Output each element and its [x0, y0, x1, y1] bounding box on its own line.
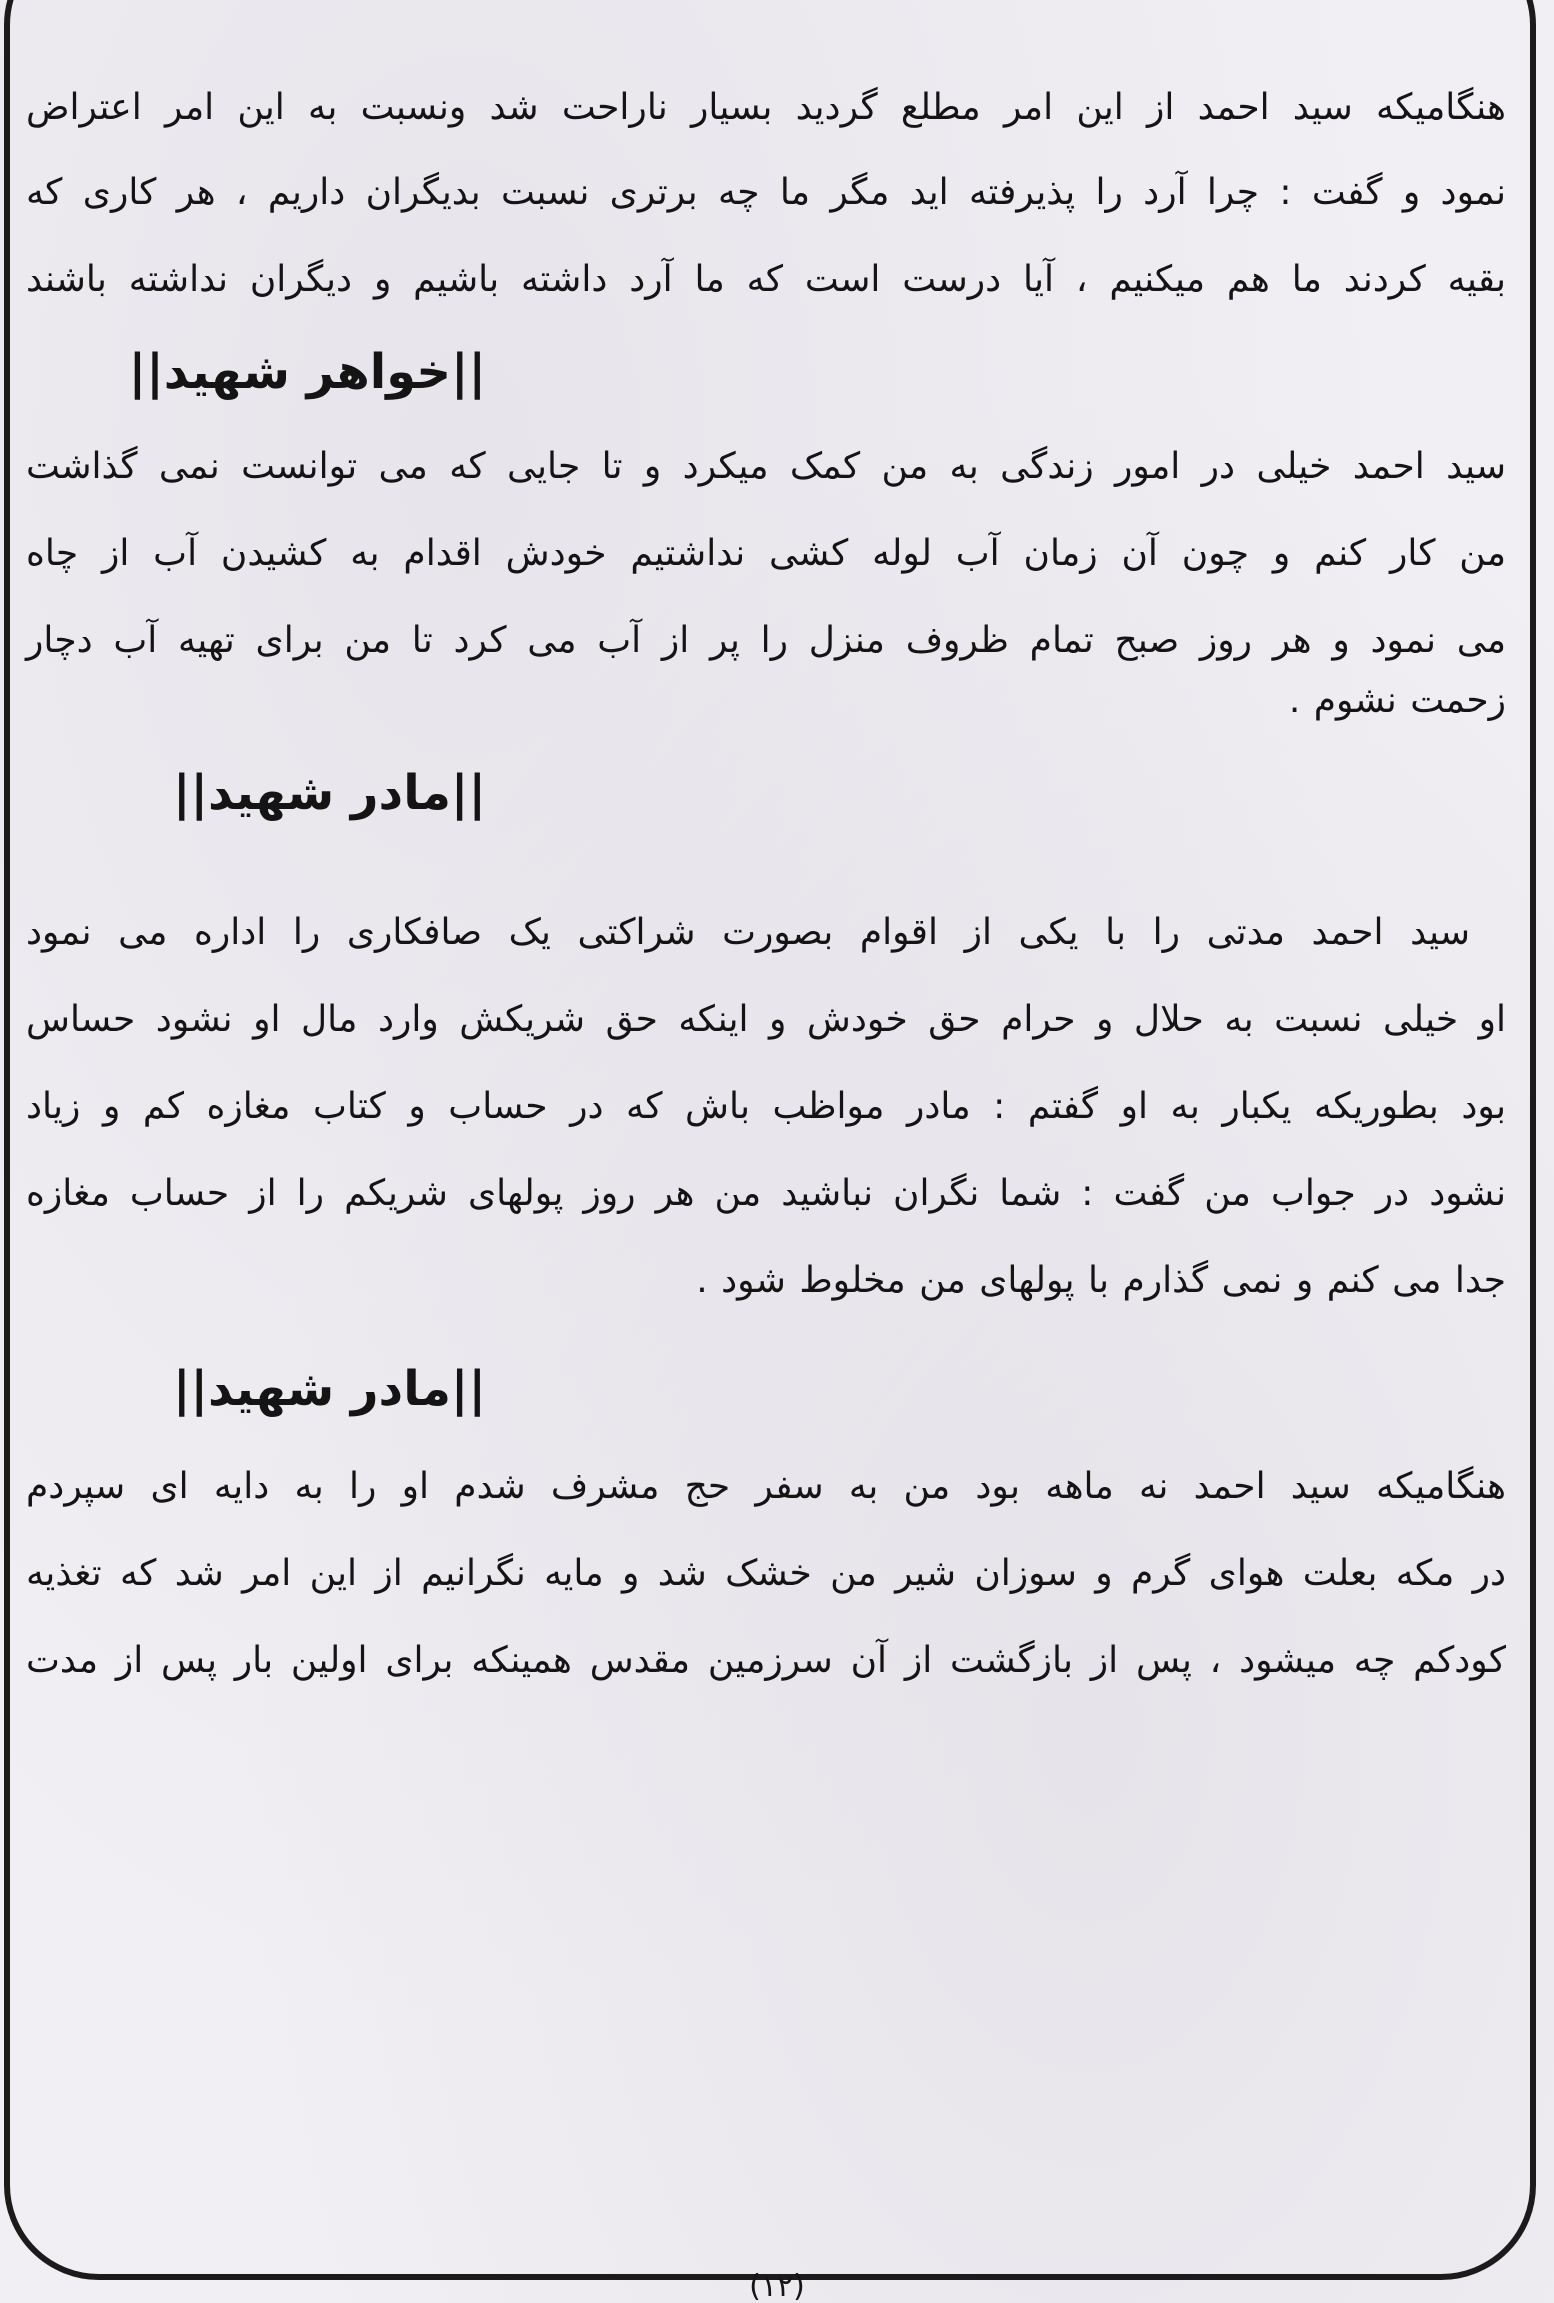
text-line: نمود و گفت : چرا آرد را پذیرفته اید مگر ما چه برتری نسبت بدیگران داریم ، هر کاری که [26, 172, 1506, 213]
text-line: سید احمد خیلی در امور زندگی به من کمک میکرد و تا جایی که می توانست نمی گذاشت [26, 446, 1506, 487]
page-number: (۱۲) [749, 2269, 805, 2303]
section-heading-mother-2: ||مادر شهید|| [172, 1361, 486, 1417]
text-line: او خیلی نسبت به حلال و حرام حق خودش و اینکه حق شریکش وارد مال او نشود حساس [26, 999, 1506, 1040]
section-heading-mother-1: ||مادر شهید|| [172, 765, 486, 821]
text-line: من کار کنم و چون آن زمان آب لوله کشی نداشتیم خودش اقدام به کشیدن آب از چاه [26, 533, 1506, 574]
paragraph-mother-2 [26, 1467, 1506, 1681]
text-line: هنگامیکه سید احمد نه ماهه بود من به سفر حج مشرف شدم او را به دایه ای سپردم [26, 1466, 1506, 1507]
text-line: در مکه بعلت هوای گرم و سوزان شیر من خشک شد و مایه نگرانیم از این امر شد که تغذیه [26, 1553, 1506, 1594]
text-line: نشود در جواب من گفت : شما نگران نباشید من هر روز پولهای شریکم را از حساب مغازه [26, 1173, 1506, 1214]
text-line: جدا می کنم و نمی گذارم با پولهای من مخلوط شود . [696, 1260, 1506, 1301]
paragraph-sister [26, 447, 1506, 721]
text-line: سید احمد مدتی را با یکی از اقوام بصورت شراکتی یک صافکاری را اداره می نمود [26, 912, 1470, 953]
text-line: زحمت نشوم . [1288, 680, 1506, 721]
text-line: هنگامیکه سید احمد از این امر مطلع گردید بسیار ناراحت شد ونسبت به این امر اعتراض [26, 87, 1506, 128]
section-heading-sister: ||خواهر شهید|| [128, 344, 486, 400]
document-body [26, 88, 1506, 1681]
text-line: بقیه کردند ما هم میکنیم ، آیا درست است که ما آرد داشته باشیم و دیگران نداشته باشند [26, 259, 1506, 300]
text-line: کودکم چه میشود ، پس از بازگشت از آن سرزمین مقدس همینکه برای اولین بار پس از مدت [26, 1640, 1506, 1681]
text-line: بود بطوریکه یکبار به او گفتم : مادر مواظب باش که در حساب و کتاب مغازه کم و زیاد [26, 1086, 1506, 1127]
paragraph-mother-1 [26, 913, 1506, 1301]
paragraph-intro [26, 88, 1506, 300]
text-line: می نمود و هر روز صبح تمام ظروف منزل را پر از آب می کرد تا من برای تهیه آب دچار [26, 620, 1506, 661]
